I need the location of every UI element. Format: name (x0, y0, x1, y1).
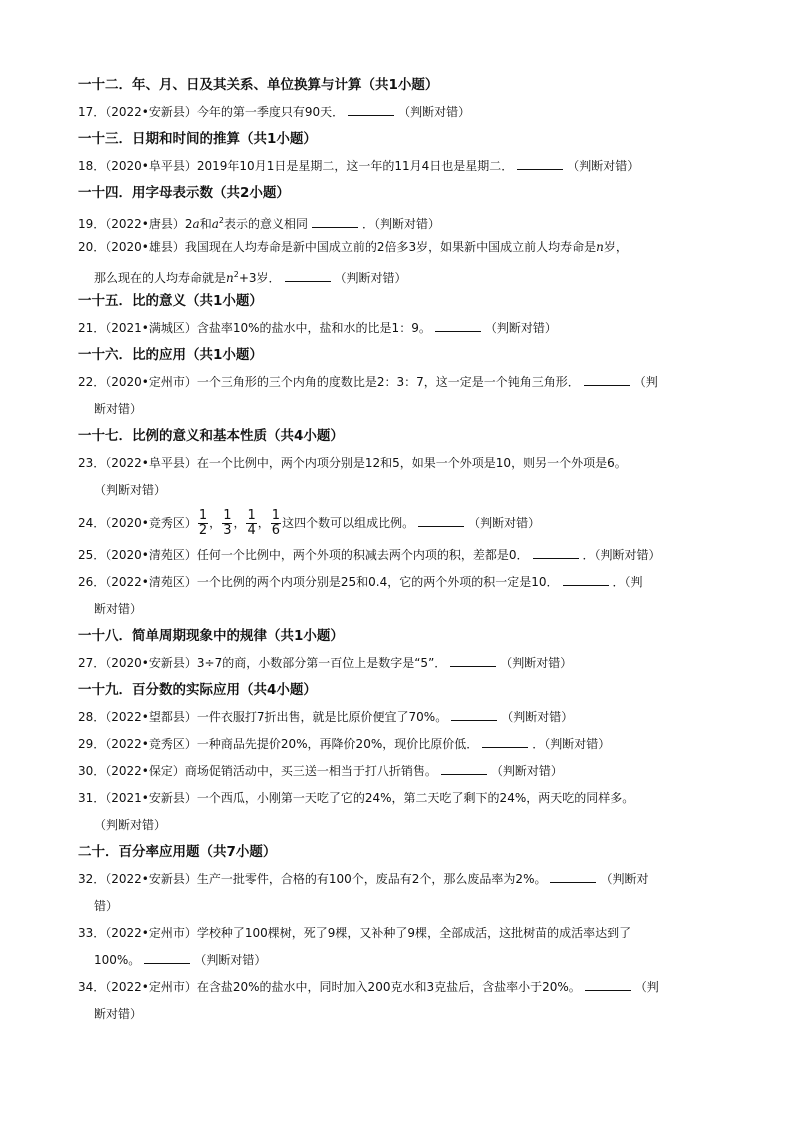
question-line (78, 866, 728, 893)
question-line (78, 650, 728, 677)
fraction-numerator: 1 (198, 508, 208, 523)
question-line (78, 785, 728, 812)
question-item (78, 731, 728, 758)
question-text: ．（判断对错） (582, 548, 661, 562)
answer-blank[interactable] (517, 157, 563, 170)
question-text: 22．（2020•定州市）一个三角形的三个内角的度数比是2：3：7，这一定是一个钝角三角形． (78, 375, 580, 389)
math-variable: a (192, 217, 200, 231)
document-page (78, 72, 728, 1028)
question-item (78, 153, 728, 180)
superscript-exponent: 2 (233, 270, 239, 279)
section-heading: 一十八．简单周期现象中的规律（共1小题） (78, 628, 344, 644)
question-text: 31．（2021•安新县）一个西瓜，小刚第一天吃了它的24%，第二天吃了剩下的24%，两天吃的同样多。 (78, 791, 635, 805)
question-text: ．（判断对错） (361, 217, 440, 231)
answer-blank[interactable] (584, 373, 630, 386)
question-text: 33．（2022•定州市）学校种了100棵树，死了9棵，又补种了9棵，全部成活，这批树苗的成活率达到了 (78, 926, 632, 940)
section-heading: 一十三．日期和时间的推算（共1小题） (78, 131, 317, 147)
question-line-continued (78, 812, 728, 839)
math-variable: n (596, 240, 604, 254)
fraction-denominator: 6 (271, 523, 281, 538)
question-line (78, 504, 728, 542)
question-text: 23．（2022•阜平县）在一个比例中，两个内项分别是12和5，如果一个外项是10，则另一个外项是6。 (78, 456, 627, 470)
question-item (78, 99, 728, 126)
answer-blank[interactable] (441, 762, 487, 775)
question-text: （判断对错） (334, 271, 407, 285)
math-variable: a (211, 217, 219, 231)
question-text: （判断对错） (94, 818, 167, 832)
question-text: 29．（2022•竞秀区）一种商品先提价20%，再降价20%，现价比原价低． (78, 737, 479, 751)
question-line (78, 920, 728, 947)
question-item (78, 758, 728, 785)
answer-blank[interactable] (418, 514, 464, 527)
question-line (78, 569, 728, 596)
answer-blank[interactable] (451, 708, 497, 721)
question-line (78, 99, 728, 126)
question-text: 18．（2020•阜平县）2019年10月1日是星期二，这一年的11月4日也是星期二． (78, 159, 514, 173)
question-text: （判断对 (600, 872, 649, 886)
fraction-numerator: 1 (223, 508, 232, 523)
fraction-separator: ， (209, 516, 222, 530)
question-item (78, 866, 728, 920)
question-text: 25．（2020•清苑区）任何一个比例中，两个外项的积减去两个内项的积，差都是0． (78, 548, 529, 562)
question-text: （判断对错） (490, 764, 563, 778)
question-line (78, 974, 728, 1001)
question-text: （判断对错） (500, 656, 573, 670)
fraction-numerator: 1 (247, 508, 256, 523)
question-text: 这四个数可以组成比例。 (282, 516, 415, 530)
question-text: 断对错） (94, 402, 143, 416)
question-item (78, 785, 728, 839)
question-item (78, 542, 728, 569)
question-item (78, 207, 728, 234)
question-item (78, 504, 728, 542)
question-item (78, 450, 728, 504)
question-text: （判断对错） (398, 105, 471, 119)
answer-blank[interactable] (550, 870, 596, 883)
question-text: （判 (634, 980, 659, 994)
question-item (78, 920, 728, 974)
question-line (78, 731, 728, 758)
question-text: 错） (94, 899, 119, 913)
question-text: （判断对错） (94, 483, 167, 497)
fraction-separator: ， (257, 516, 270, 530)
answer-blank[interactable] (312, 215, 358, 228)
question-text: （判断对错） (468, 516, 541, 530)
question-line-continued (78, 596, 728, 623)
question-text: +3岁． (238, 271, 281, 285)
question-item (78, 650, 728, 677)
question-text: 30．（2022•保定）商场促销活动中，买三送一相当于打八折销售。 (78, 764, 437, 778)
section-heading: 一十二．年、月、日及其关系、单位换算与计算（共1小题） (78, 77, 439, 93)
question-line (78, 234, 728, 261)
question-text: 24．（2020•竞秀区） (78, 516, 197, 530)
answer-blank[interactable] (533, 546, 579, 559)
fraction (198, 509, 208, 538)
question-text: 27．（2020•安新县）3÷7的商，小数部分第一百位上是数字是“5”． (78, 656, 447, 670)
question-text: 28．（2022•望都县）一件衣服打7折出售，就是比原价便宜了70%。 (78, 710, 448, 724)
question-line (78, 153, 728, 180)
question-item (78, 974, 728, 1028)
answer-blank[interactable] (348, 103, 394, 116)
question-text: 和 (199, 217, 212, 231)
fraction-denominator: 3 (223, 523, 232, 538)
answer-blank[interactable] (285, 269, 331, 282)
question-text: 32．（2022•安新县）生产一批零件，合格的有100个，废品有2个，那么废品率为2%。 (78, 872, 547, 886)
question-line (78, 315, 728, 342)
answer-blank[interactable] (144, 951, 190, 964)
question-text: 21．（2021•满城区）含盐率10%的盐水中，盐和水的比是1：9。 (78, 321, 431, 335)
question-text: （判 (633, 375, 658, 389)
fraction-denominator: 4 (247, 523, 256, 538)
question-text: 34．（2022•定州市）在含盐20%的盐水中，同时加入200克水和3克盐后，含盐率小于20%。 (78, 980, 581, 994)
question-text: 100%。 (94, 953, 141, 967)
section-heading: 一十五．比的意义（共1小题） (78, 293, 263, 309)
answer-blank[interactable] (435, 319, 481, 332)
math-variable: n (226, 271, 234, 285)
question-line-continued (78, 396, 728, 423)
question-line (78, 369, 728, 396)
question-line-continued (78, 1001, 728, 1028)
question-line (78, 450, 728, 477)
question-text: ．（判断对错） (532, 737, 611, 751)
question-line (78, 542, 728, 569)
fraction-denominator: 2 (198, 523, 208, 538)
question-text: （判断对错） (194, 953, 267, 967)
question-text: （判断对错） (567, 159, 640, 173)
question-line-continued (78, 893, 728, 920)
question-item (78, 234, 728, 288)
question-line (78, 758, 728, 785)
question-text: （判断对错） (501, 710, 574, 724)
fraction (246, 509, 256, 538)
answer-blank[interactable] (482, 735, 528, 748)
question-item (78, 369, 728, 423)
question-line-continued (78, 477, 728, 504)
section-heading: 一十九．百分数的实际应用（共4小题） (78, 682, 317, 698)
question-text: （判断对错） (484, 321, 557, 335)
section-heading: 二十．百分率应用题（共7小题） (78, 844, 277, 860)
superscript-exponent: 2 (218, 216, 224, 225)
question-text: 断对错） (94, 1007, 143, 1021)
question-text: ．（判 (612, 575, 643, 589)
fraction-separator: ， (233, 516, 246, 530)
question-text: 那么现在的人均寿命就是 (94, 271, 227, 285)
question-line-continued (78, 947, 728, 974)
question-item (78, 569, 728, 623)
answer-blank[interactable] (450, 654, 496, 667)
question-item (78, 315, 728, 342)
question-text: 19．（2022•唐县）2 (78, 217, 193, 231)
section-heading: 一十四．用字母表示数（共2小题） (78, 185, 290, 201)
section-heading: 一十七．比例的意义和基本性质（共4小题） (78, 428, 344, 444)
question-text: 26．（2022•清苑区）一个比例的两个内项分别是25和0.4，它的两个外项的积一定是10． (78, 575, 559, 589)
fraction (271, 509, 281, 538)
section-heading: 一十六．比的应用（共1小题） (78, 347, 263, 363)
question-text: 表示的意义相同 (223, 217, 308, 231)
answer-blank[interactable] (563, 573, 609, 586)
question-text: 断对错） (94, 602, 143, 616)
question-line-continued (78, 261, 728, 288)
question-line (78, 207, 728, 234)
question-text: 20．（2020•雄县）我国现在人均寿命是新中国成立前的2倍多3岁，如果新中国成立前人均寿命是 (78, 240, 597, 254)
question-line (78, 704, 728, 731)
question-item (78, 704, 728, 731)
fraction (222, 509, 232, 538)
fraction-numerator: 1 (271, 508, 281, 523)
answer-blank[interactable] (585, 978, 631, 991)
question-text: 17．（2022•安新县）今年的第一季度只有90天． (78, 105, 345, 119)
question-text: 岁， (603, 240, 628, 254)
